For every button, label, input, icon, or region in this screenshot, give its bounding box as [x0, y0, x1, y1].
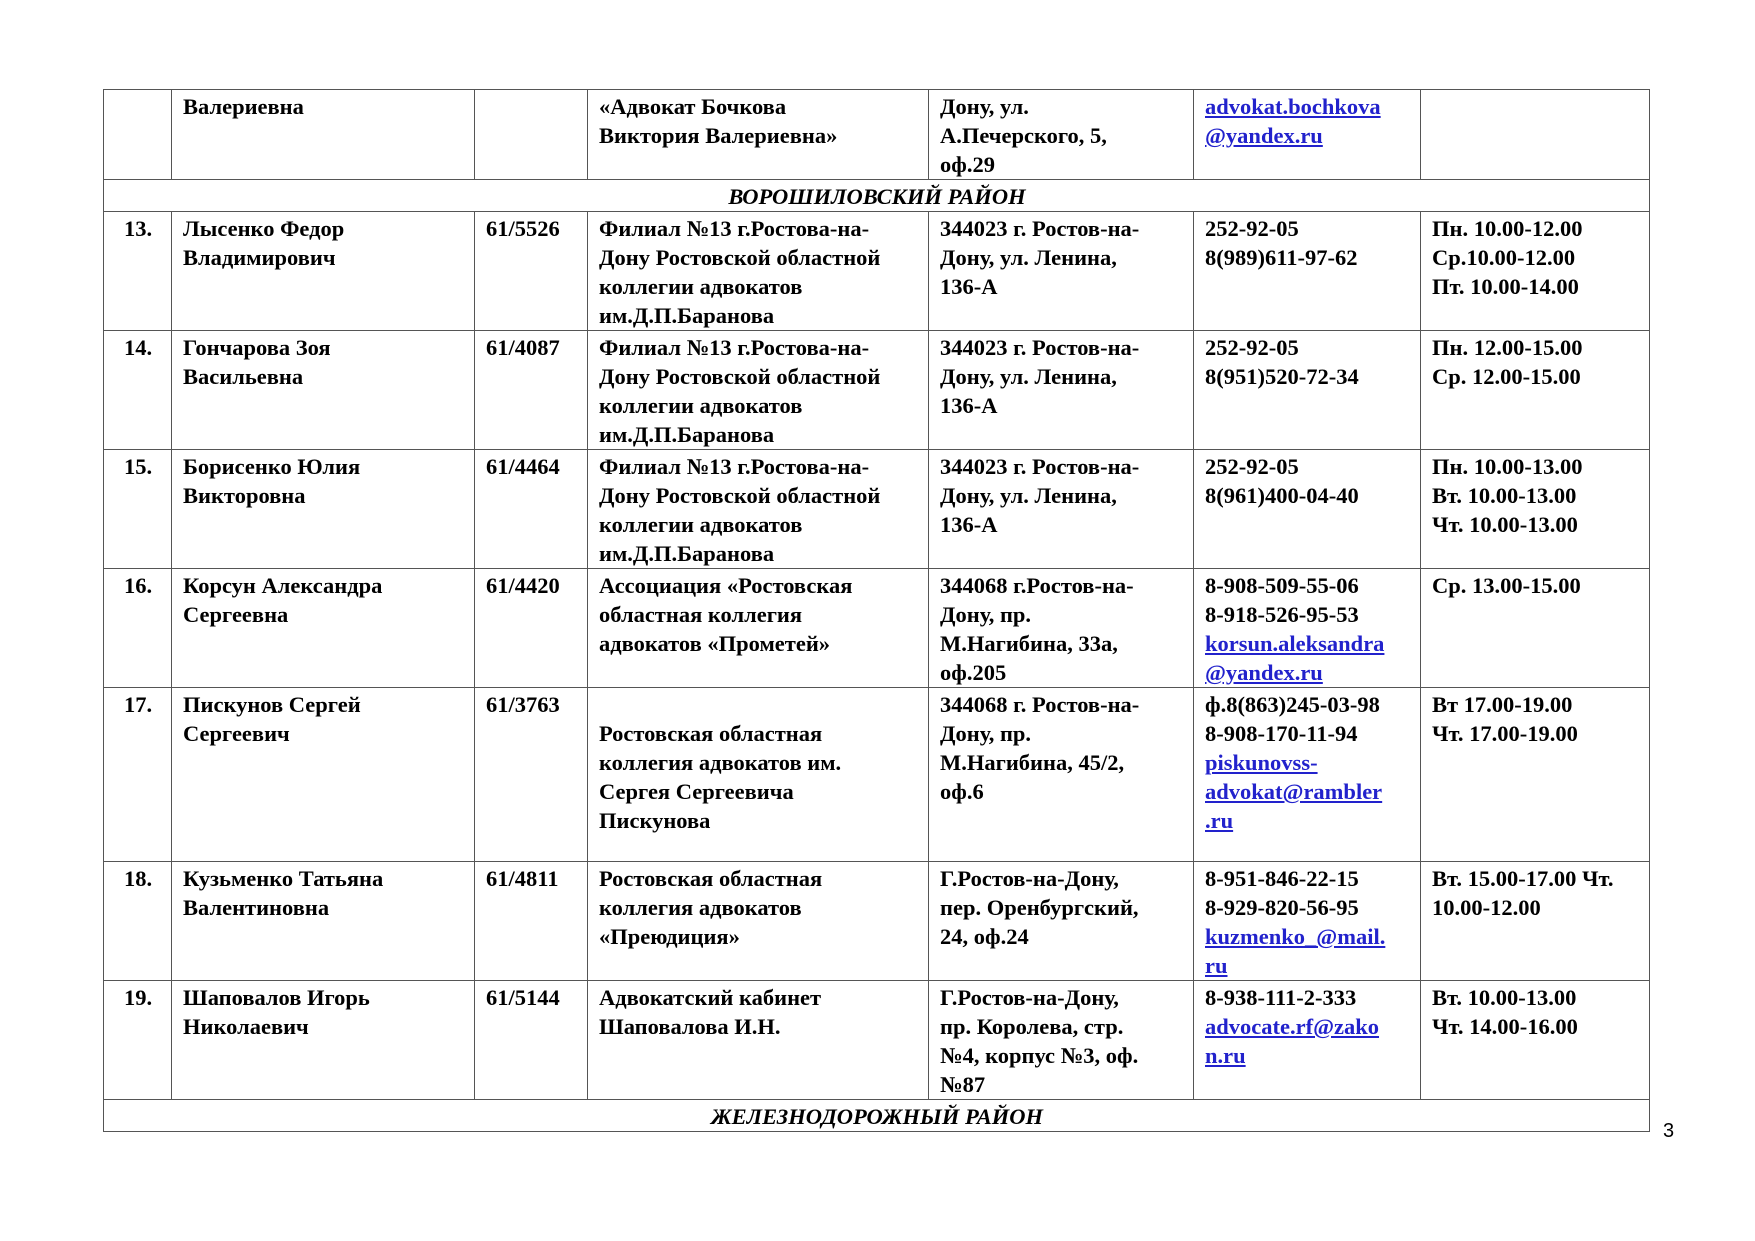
email-link[interactable]: n.ru	[1205, 1043, 1246, 1068]
phone-line: 8-918-526-95-53	[1205, 602, 1359, 627]
address-line: 344023 г. Ростов-на-	[940, 335, 1140, 360]
table-row	[104, 862, 1650, 981]
org-line: областная коллегия	[599, 602, 803, 627]
org-line: адвокатов «Прометей»	[599, 631, 831, 656]
table-row	[104, 331, 1650, 450]
district-header-row	[104, 1100, 1650, 1132]
name-line: Валентиновна	[183, 895, 330, 920]
cell-name	[172, 862, 475, 981]
cell-contacts	[1194, 450, 1421, 569]
hours-line: Ср. 13.00-15.00	[1432, 573, 1581, 598]
address-line: пр. Королева, стр.	[940, 1014, 1124, 1039]
name-line: Гончарова Зоя	[183, 335, 331, 360]
cell-address	[929, 450, 1194, 569]
cell-hours	[1421, 688, 1650, 862]
org-line: Дону Ростовской областной	[599, 483, 881, 508]
hours-line: Ср. 12.00-15.00	[1432, 364, 1581, 389]
cell-contacts	[1194, 862, 1421, 981]
address-line: 136-А	[940, 512, 998, 537]
address-line: А.Печерского, 5,	[940, 123, 1107, 148]
address-line: 344068 г.Ростов-на-	[940, 573, 1134, 598]
name-line: Сергеевич	[183, 721, 290, 746]
cell-hours	[1421, 450, 1650, 569]
org-line: Сергея Сергеевича	[599, 779, 794, 804]
cell-org	[588, 981, 929, 1100]
email-link[interactable]: korsun.aleksandra	[1205, 631, 1385, 656]
org-line: им.Д.П.Баранова	[599, 541, 775, 566]
cell-name	[172, 688, 475, 862]
org-line: Ростовская областная	[599, 866, 823, 891]
cell-address	[929, 569, 1194, 688]
cell-org	[588, 212, 929, 331]
phone-line: 8-908-170-11-94	[1205, 721, 1358, 746]
org-line: им.Д.П.Баранова	[599, 303, 775, 328]
org-line: Пискунова	[599, 808, 711, 833]
address-line: Дону, ул.	[940, 94, 1029, 119]
cell-reg: 61/4464	[475, 450, 588, 569]
hours-line: Пн. 12.00-15.00	[1432, 335, 1583, 360]
org-line: Адвокатский кабинет	[599, 985, 822, 1010]
email-link[interactable]: advokat@rambler	[1205, 779, 1383, 804]
cell-address	[929, 981, 1194, 1100]
hours-line: Чт. 10.00-13.00	[1432, 512, 1578, 537]
name-line: Сергеевна	[183, 602, 289, 627]
org-line: коллегии адвокатов	[599, 512, 803, 537]
table-row	[104, 981, 1650, 1100]
cell-org	[588, 331, 929, 450]
cell-org	[588, 450, 929, 569]
phone-line: 252-92-05	[1205, 216, 1299, 241]
cell-reg: 61/5144	[475, 981, 588, 1100]
email-link[interactable]: kuzmenko_@mail.	[1205, 924, 1386, 949]
cell-num	[104, 90, 172, 180]
phone-line: 8(961)400-04-40	[1205, 483, 1359, 508]
phone-line: 8-908-509-55-06	[1205, 573, 1359, 598]
email-link[interactable]: @yandex.ru	[1205, 123, 1323, 148]
cell-num: 19.	[104, 981, 172, 1100]
cell-hours	[1421, 569, 1650, 688]
cell-name	[172, 450, 475, 569]
district-title: ВОРОШИЛОВСКИЙ РАЙОН	[104, 180, 1650, 212]
hours-line: Вт. 10.00-13.00	[1432, 985, 1577, 1010]
table-row	[104, 212, 1650, 331]
hours-line: Вт. 10.00-13.00	[1432, 483, 1577, 508]
spacer	[599, 690, 918, 719]
address-line: М.Нагибина, 45/2,	[940, 750, 1125, 775]
org-line: «Адвокат Бочкова	[599, 94, 787, 119]
lawyers-table	[103, 89, 1650, 1132]
org-line: коллегии адвокатов	[599, 274, 803, 299]
cell-hours	[1421, 331, 1650, 450]
hours-line: Ср.10.00-12.00	[1432, 245, 1576, 270]
org-line: коллегии адвокатов	[599, 393, 803, 418]
address-line: М.Нагибина, 33а,	[940, 631, 1118, 656]
phone-line: 8-951-846-22-15	[1205, 866, 1359, 891]
org-line: Ассоциация «Ростовская	[599, 573, 853, 598]
cell-num: 14.	[104, 331, 172, 450]
org-line: Виктория Валериевна»	[599, 123, 838, 148]
address-line: пер. Оренбургский,	[940, 895, 1139, 920]
org-line: Филиал №13 г.Ростова-на-	[599, 216, 870, 241]
table-row	[104, 569, 1650, 688]
cell-reg: 61/4420	[475, 569, 588, 688]
cell-contacts	[1194, 331, 1421, 450]
cell-num: 15.	[104, 450, 172, 569]
address-line: №87	[940, 1072, 986, 1097]
cell-num: 17.	[104, 688, 172, 862]
cell-address	[929, 862, 1194, 981]
cell-reg	[475, 90, 588, 180]
name-line: Викторовна	[183, 483, 306, 508]
table-row	[104, 450, 1650, 569]
org-line: Шаповалова И.Н.	[599, 1014, 781, 1039]
cell-reg: 61/4811	[475, 862, 588, 981]
cell-org	[588, 688, 929, 862]
cell-contacts	[1194, 981, 1421, 1100]
name-line: Пискунов Сергей	[183, 692, 361, 717]
cell-num: 18.	[104, 862, 172, 981]
cell-reg: 61/5526	[475, 212, 588, 331]
cell-name	[172, 331, 475, 450]
phone-line: 8-938-111-2-333	[1205, 985, 1357, 1010]
cell-reg: 61/3763	[475, 688, 588, 862]
hours-line: Чт. 14.00-16.00	[1432, 1014, 1578, 1039]
phone-line: 8(951)520-72-34	[1205, 364, 1359, 389]
cell-hours	[1421, 90, 1650, 180]
name-line: Лысенко Федор	[183, 216, 345, 241]
hours-line: Чт. 17.00-19.00	[1432, 721, 1578, 746]
address-line: 344068 г. Ростов-на-	[940, 692, 1140, 717]
table-row	[104, 90, 1650, 180]
cell-hours	[1421, 981, 1650, 1100]
phone-line: 252-92-05	[1205, 335, 1299, 360]
hours-line: Вт 17.00-19.00	[1432, 692, 1573, 717]
cell-contacts	[1194, 688, 1421, 862]
district-header-row	[104, 180, 1650, 212]
org-line: коллегия адвокатов	[599, 895, 802, 920]
address-line: №4, корпус №3, оф.	[940, 1043, 1139, 1068]
hours-line: Вт. 15.00-17.00 Чт.	[1432, 866, 1614, 891]
name-line: Корсун Александра	[183, 573, 383, 598]
name-line: Кузьменко Татьяна	[183, 866, 384, 891]
cell-name	[172, 981, 475, 1100]
email-link[interactable]: advokat.bochkova	[1205, 94, 1381, 119]
org-line: Дону Ростовской областной	[599, 364, 881, 389]
cell-contacts	[1194, 569, 1421, 688]
address-line: Дону, пр.	[940, 602, 1032, 627]
address-line: 344023 г. Ростов-на-	[940, 454, 1140, 479]
page-number: 3	[1663, 1120, 1675, 1142]
address-line: 136-А	[940, 274, 998, 299]
name-line: Шаповалов Игорь	[183, 985, 370, 1010]
cell-contacts	[1194, 212, 1421, 331]
cell-name	[172, 569, 475, 688]
cell-num: 16.	[104, 569, 172, 688]
cell-num: 13.	[104, 212, 172, 331]
email-link[interactable]: advocate.rf@zako	[1205, 1014, 1380, 1039]
email-link[interactable]: @yandex.ru	[1205, 660, 1323, 685]
org-line: коллегия адвокатов им.	[599, 750, 842, 775]
address-line: 24, оф.24	[940, 924, 1029, 949]
name-line: Николаевич	[183, 1014, 309, 1039]
org-line: Дону Ростовской областной	[599, 245, 881, 270]
hours-line: Пт. 10.00-14.00	[1432, 274, 1579, 299]
address-line: Дону, пр.	[940, 721, 1032, 746]
org-line: Ростовская областная	[599, 721, 823, 746]
phone-line: 8(989)611-97-62	[1205, 245, 1358, 270]
email-link[interactable]: .ru	[1205, 808, 1234, 833]
phone-line: 252-92-05	[1205, 454, 1299, 479]
hours-line: 10.00-12.00	[1432, 895, 1541, 920]
district-title: ЖЕЛЕЗНОДОРОЖНЫЙ РАЙОН	[104, 1100, 1650, 1132]
address-line: оф.6	[940, 779, 984, 804]
hours-line: Пн. 10.00-13.00	[1432, 454, 1583, 479]
address-line: оф.205	[940, 660, 1007, 685]
name-line: Борисенко Юлия	[183, 454, 361, 479]
org-line: «Преюдиция»	[599, 924, 740, 949]
email-link[interactable]: piskunovss-	[1205, 750, 1318, 775]
name-line: Васильевна	[183, 364, 304, 389]
name-line: Владимирович	[183, 245, 336, 270]
phone-line: ф.8(863)245-03-98	[1205, 692, 1380, 717]
cell-org	[588, 569, 929, 688]
cell-address	[929, 212, 1194, 331]
name-line: Валериевна	[183, 94, 304, 119]
cell-contacts	[1194, 90, 1421, 180]
address-line: 344023 г. Ростов-на-	[940, 216, 1140, 241]
cell-name	[172, 90, 475, 180]
address-line: оф.29	[940, 152, 995, 177]
cell-address	[929, 90, 1194, 180]
org-line: Филиал №13 г.Ростова-на-	[599, 454, 870, 479]
address-line: Дону, ул. Ленина,	[940, 483, 1117, 508]
org-line: Филиал №13 г.Ростова-на-	[599, 335, 870, 360]
cell-address	[929, 331, 1194, 450]
table-row	[104, 688, 1650, 862]
hours-line: Пн. 10.00-12.00	[1432, 216, 1583, 241]
address-line: Г.Ростов-на-Дону,	[940, 866, 1119, 891]
cell-reg: 61/4087	[475, 331, 588, 450]
email-link[interactable]: ru	[1205, 953, 1228, 978]
address-line: 136-А	[940, 393, 998, 418]
org-line: им.Д.П.Баранова	[599, 422, 775, 447]
cell-hours	[1421, 862, 1650, 981]
address-line: Дону, ул. Ленина,	[940, 364, 1117, 389]
cell-address	[929, 688, 1194, 862]
cell-name	[172, 212, 475, 331]
cell-org	[588, 862, 929, 981]
address-line: Дону, ул. Ленина,	[940, 245, 1117, 270]
phone-line: 8-929-820-56-95	[1205, 895, 1359, 920]
cell-hours	[1421, 212, 1650, 331]
cell-org	[588, 90, 929, 180]
address-line: Г.Ростов-на-Дону,	[940, 985, 1119, 1010]
